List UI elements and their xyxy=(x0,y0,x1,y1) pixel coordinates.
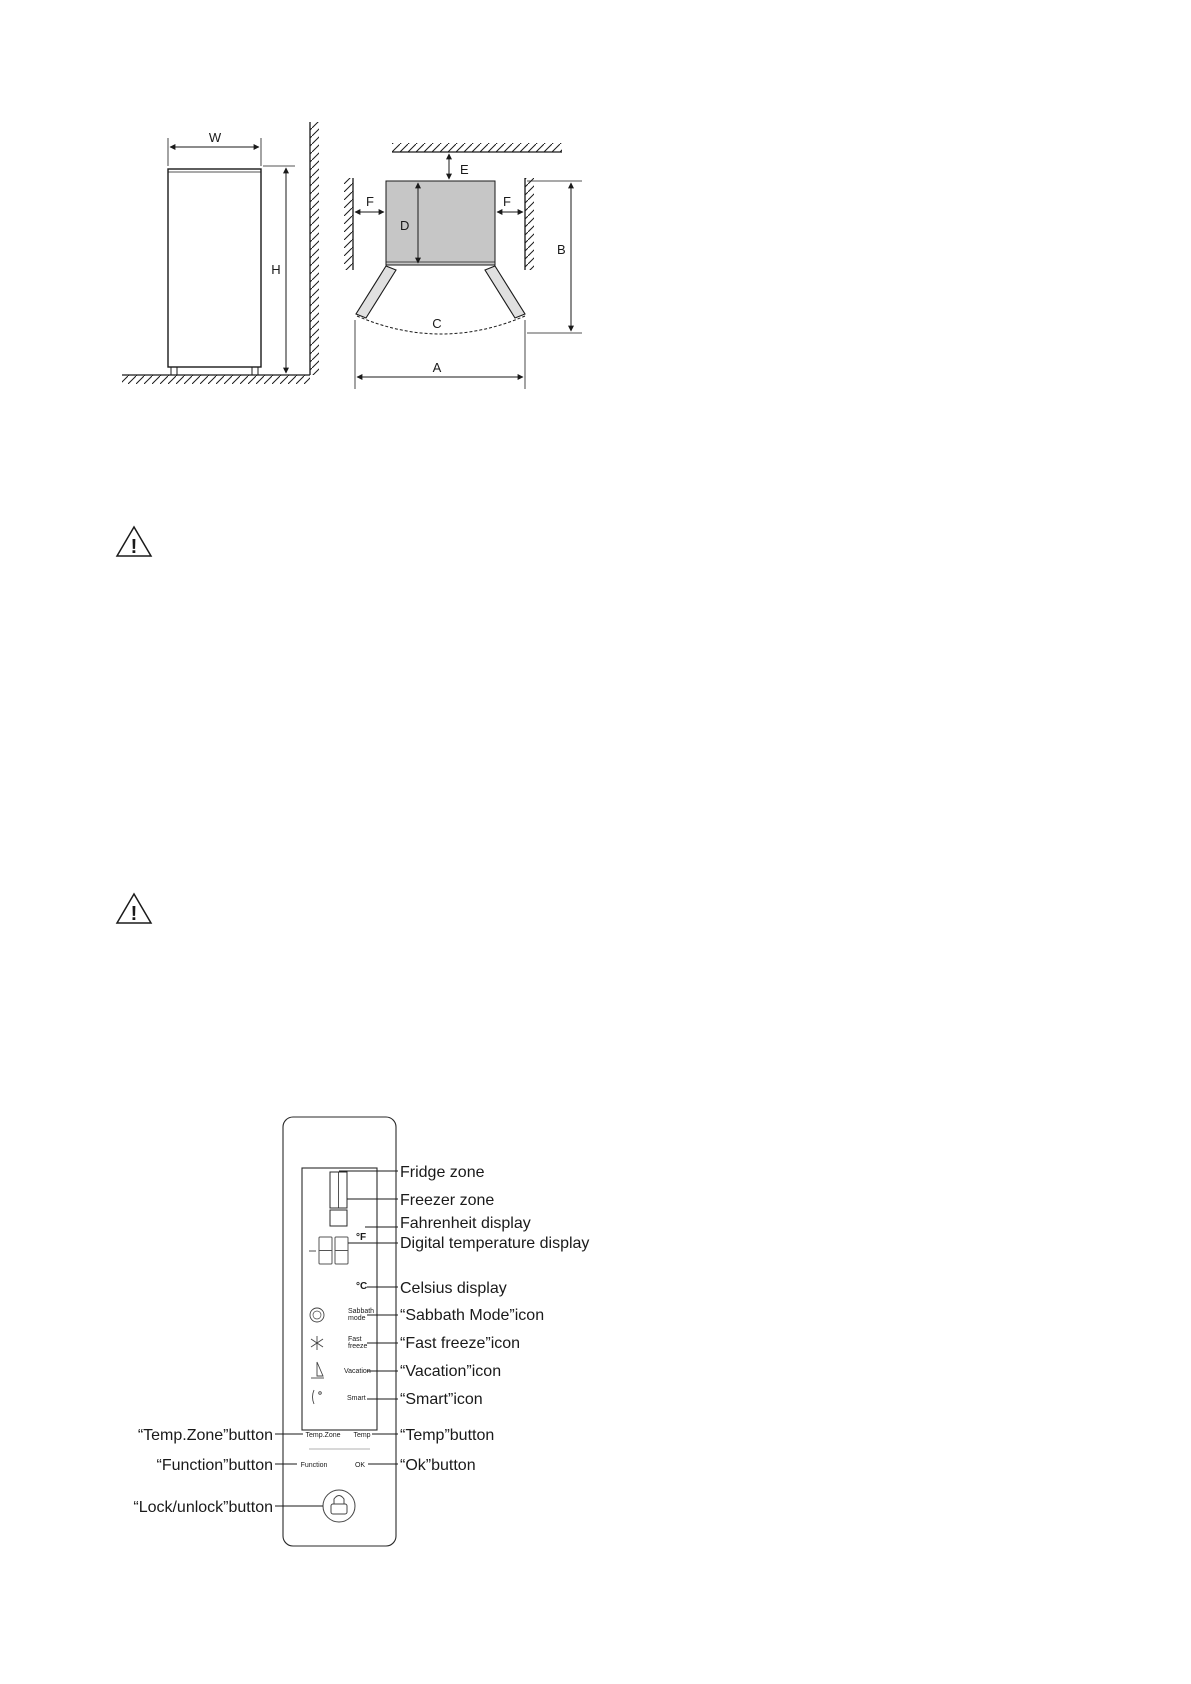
wall-hatch xyxy=(310,122,319,375)
callout-smart-icon: “Smart”icon xyxy=(400,1391,483,1408)
w-label: W xyxy=(208,130,222,145)
h-label: H xyxy=(271,262,281,277)
callout-digital-temperature-display: Digital temperature display xyxy=(400,1235,590,1252)
callout-function-button: “Function”button xyxy=(156,1457,273,1474)
b-label: B xyxy=(557,242,566,257)
a-label: A xyxy=(432,360,442,375)
function-button-label[interactable]: Function xyxy=(300,1462,328,1469)
control-panel-diagram xyxy=(283,1117,396,1546)
fridge-side-view xyxy=(122,122,319,384)
warning-icon-2 xyxy=(117,894,151,925)
callout-lock-unlock-button: “Lock/unlock”button xyxy=(133,1499,273,1516)
callout-temp-button: “Temp”button xyxy=(400,1427,495,1444)
floor-hatch xyxy=(122,375,310,384)
e-label: E xyxy=(460,162,469,177)
right-door-open xyxy=(485,266,525,318)
callout-vacation-icon: “Vacation”icon xyxy=(400,1363,502,1380)
temp-button-label[interactable]: Temp xyxy=(353,1432,371,1439)
callout-fridge-zone: Fridge zone xyxy=(400,1164,485,1181)
warning-symbol: ! xyxy=(130,903,138,925)
sabbath-text-line2: mode xyxy=(348,1315,366,1322)
vacation-text: Vacation xyxy=(344,1368,371,1375)
warning-symbol: ! xyxy=(130,536,138,558)
fast-text-line1: Fast xyxy=(348,1336,362,1343)
right-wall-hatch xyxy=(525,178,534,270)
callout-ok-button: “Ok”button xyxy=(400,1457,476,1474)
temp-zone-button-label[interactable]: Temp.Zone xyxy=(305,1432,341,1439)
callout-fast-freeze-icon: “Fast freeze”icon xyxy=(400,1335,521,1352)
left-door-open xyxy=(356,266,396,318)
fridge-foot-left xyxy=(171,367,177,375)
smart-text: Smart xyxy=(347,1395,366,1402)
fridge-top-view xyxy=(344,143,582,389)
left-wall-hatch xyxy=(344,178,353,270)
fahrenheit-unit: °F xyxy=(356,1232,367,1243)
sabbath-text-line1: Sabbath xyxy=(348,1308,375,1315)
rear-wall-hatch xyxy=(392,143,562,152)
callout-temp-zone-button: “Temp.Zone”button xyxy=(137,1427,273,1444)
callout-fahrenheit-display: Fahrenheit display xyxy=(400,1215,531,1232)
ok-button-label[interactable]: OK xyxy=(354,1462,366,1469)
celsius-unit: °C xyxy=(356,1281,368,1292)
warning-icon-1 xyxy=(117,527,151,558)
callout-celsius-display: Celsius display xyxy=(400,1280,507,1297)
d-label: D xyxy=(400,218,410,233)
c-label: C xyxy=(432,316,442,331)
f-left-label: F xyxy=(366,194,374,209)
fast-text-line2: freeze xyxy=(348,1343,368,1350)
lock-unlock-button[interactable] xyxy=(323,1490,355,1522)
f-right-label: F xyxy=(503,194,511,209)
callout-freezer-zone: Freezer zone xyxy=(400,1192,495,1209)
callout-sabbath-mode-icon: “Sabbath Mode”icon xyxy=(400,1307,545,1324)
fridge-cabinet xyxy=(168,169,261,367)
fridge-foot-right xyxy=(252,367,258,375)
